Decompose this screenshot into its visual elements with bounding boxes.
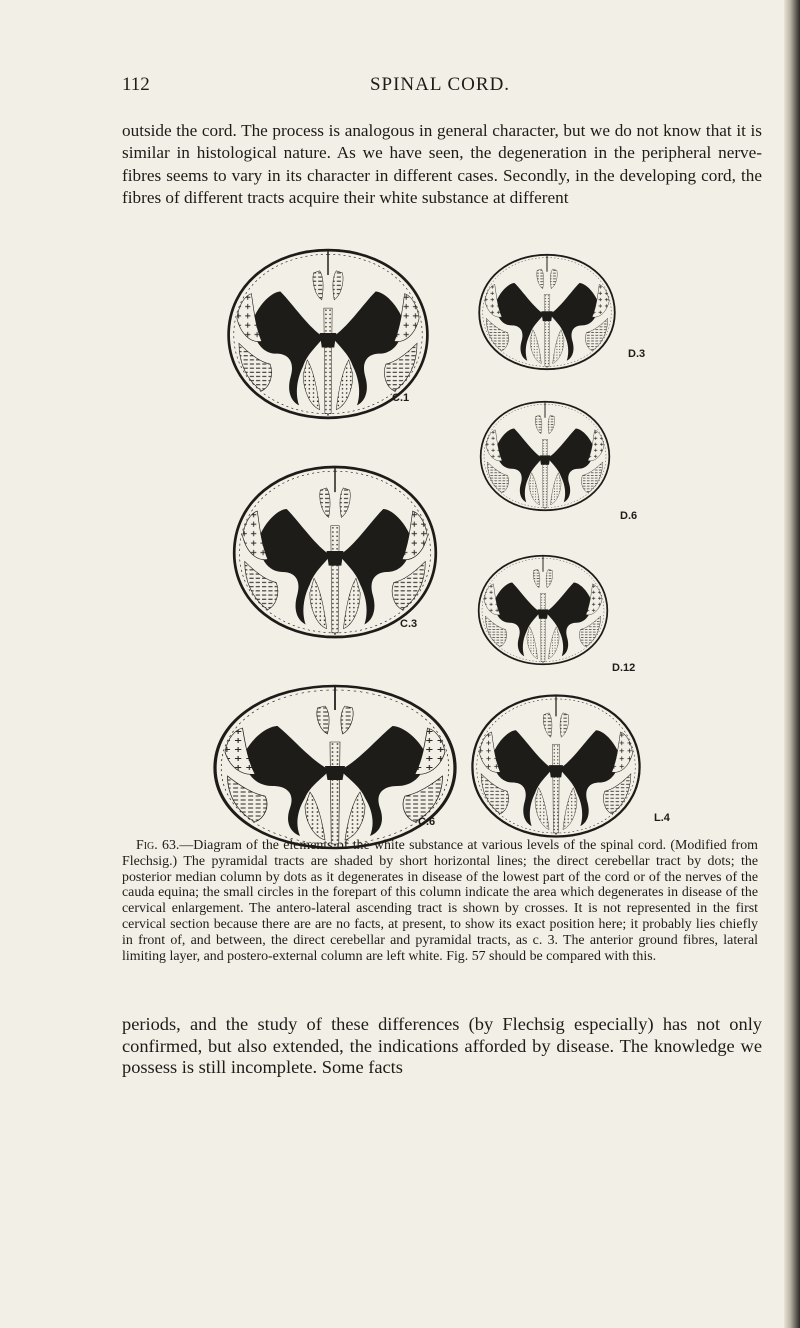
section-c1 (222, 246, 434, 422)
binding-edge (784, 0, 800, 1328)
paragraph-bottom: periods, and the study of these differences (by Flechsig especially) has not only confirmed, but also extended, the indications afforded by disease. The knowledge we possess is still incomplete. Some facts (122, 1014, 762, 1077)
section-d12 (476, 548, 636, 674)
section-c3 (230, 462, 440, 642)
label-l4: L.4 (654, 812, 670, 824)
page-number: 112 (122, 74, 150, 95)
section-c6 (210, 682, 460, 852)
label-c3: C.3 (400, 618, 418, 630)
section-l4 (464, 692, 670, 840)
figure-label: Fig. 63. (136, 838, 180, 853)
paragraph-top: outside the cord. The process is analogous in general character, but we do not know that it is similar in histological nature. As we have seen, the degeneration in the peripheral nerve-fibres seems to vary in its character in different cases. Secondly, in the developing cord, the fibres of different tracts acquire their white substance at different (122, 121, 762, 207)
section-d6 (478, 392, 638, 522)
section-c3-diagram (230, 462, 440, 642)
label-c1: C.1 (392, 392, 410, 404)
label-d6: D.6 (620, 510, 638, 522)
running-head: SPINAL CORD. (369, 74, 511, 95)
section-d6-diagram (478, 392, 612, 520)
section-d3-diagram (472, 252, 622, 372)
spinal-cord-figure (210, 246, 670, 834)
page-header (122, 74, 758, 98)
section-d12-diagram (476, 548, 610, 672)
section-d3 (472, 252, 646, 372)
caption-text: —Diagram of the elements of the white substance at various levels of the spinal cord. (Modified from Flechsig.) The pyramidal tracts are shaded by short horizontal lines; the direct cerebellar tract by dots; the posterior median column by dots as it degenerates in disease of the lowest part of the cord or of the nerves of the cauda equina; the small circles in the forepart of this column indicate the area which degenerates in disease of the cervical enlargement. The antero-lateral ascending tract is shown by crosses. It is not represented in the first cervical section because there are are no facts, at present, to show its exact position here; it probably lies chiefly in front of, and between, the direct cerebellar and pyramidal tracts, as c. 3. The anterior ground fibres, lateral limiting layer, and postero-external column are left white. Fig. 57 should be compared with this. (122, 838, 758, 964)
figure-caption (122, 838, 758, 964)
label-c6: C.6 (418, 816, 436, 828)
label-d12: D.12 (612, 662, 636, 674)
section-l4-diagram (464, 692, 648, 840)
label-d3: D.3 (628, 348, 646, 360)
